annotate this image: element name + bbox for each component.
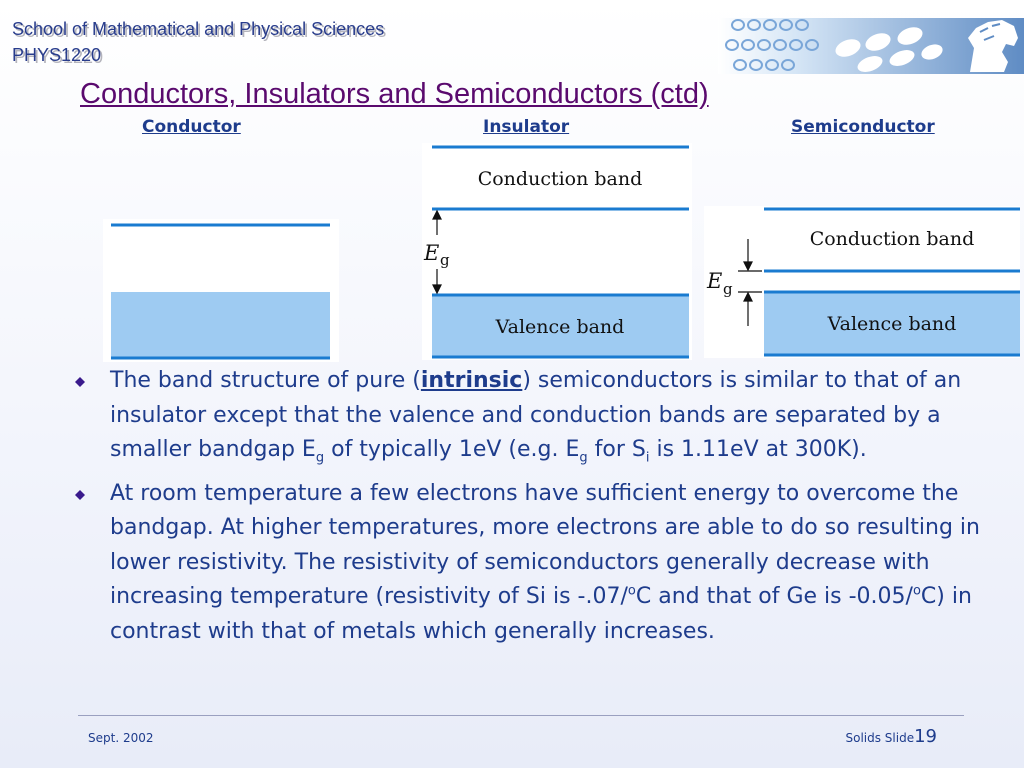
bullet-text: The band structure of pure ( (110, 368, 421, 393)
filled-band (111, 292, 330, 358)
slide-label: Solids Slide (845, 731, 915, 745)
bandgap-subscript: g (440, 251, 450, 269)
semiconductor-band-diagram (704, 206, 1020, 358)
bullet-text: is 1.11eV at 300K). (649, 437, 867, 462)
footer-divider (78, 715, 964, 716)
column-label-semiconductor[interactable]: Semiconductor (791, 117, 935, 137)
insulator-band-diagram (422, 143, 692, 360)
bullet-text: C) in contrast with that of metals which generally increases. (110, 584, 972, 644)
valence-band-label: Valence band (827, 313, 957, 335)
intrinsic-keyword[interactable]: intrinsic (420, 368, 523, 393)
conduction-band-label: Conduction band (477, 168, 643, 190)
bandgap-subscript: g (723, 280, 733, 298)
bullet-text: At room temperature a few electrons have sufficient energy to overcome the bandgap. At higher temperatures, more electrons are able to do so resulting in lower resistivity. The resistivity of semiconductors generally decrease with increasing temperature (resistivity of Si is -.07/ (110, 480, 980, 609)
footer-date: Sept. 2002 (88, 731, 154, 745)
subscript: i (645, 450, 650, 466)
diamond-bullet-icon (75, 490, 85, 500)
column-label-conductor[interactable]: Conductor (142, 117, 241, 137)
footer-slide-number (845, 726, 937, 747)
conduction-band-label: Conduction band (809, 228, 975, 250)
conductor-band-diagram (103, 219, 339, 362)
bandgap-symbol: E (424, 241, 440, 265)
subscript: g (315, 450, 325, 466)
slide-number: 19 (914, 726, 937, 747)
bandgap-symbol: E (707, 269, 723, 293)
course-code: PHYS1220 (12, 45, 102, 65)
bullet-item (72, 364, 997, 468)
slide-title: Conductors, Insulators and Semiconductors (ctd) (80, 78, 709, 110)
valence-band-label: Valence band (495, 316, 625, 338)
subscript: g (579, 450, 588, 466)
column-label-insulator[interactable]: Insulator (483, 117, 570, 137)
superscript: o (912, 583, 921, 599)
diamond-bullet-icon (75, 377, 85, 387)
superscript: o (627, 583, 636, 599)
bullet-text: ) semiconductors is similar to that of an insulator except that the valence and conduction bands are separated by a smaller bandgap E (110, 368, 962, 462)
bullet-text: for S (587, 437, 646, 462)
bullet-list (72, 364, 997, 658)
bullet-text: of typically 1eV (e.g. E (324, 437, 580, 462)
university-crest-logo (718, 18, 1024, 74)
course-school-name: School of Mathematical and Physical Sciences (12, 19, 385, 39)
bullet-item (72, 477, 997, 650)
bullet-text: C and that of Ge is -0.05/ (635, 584, 913, 609)
